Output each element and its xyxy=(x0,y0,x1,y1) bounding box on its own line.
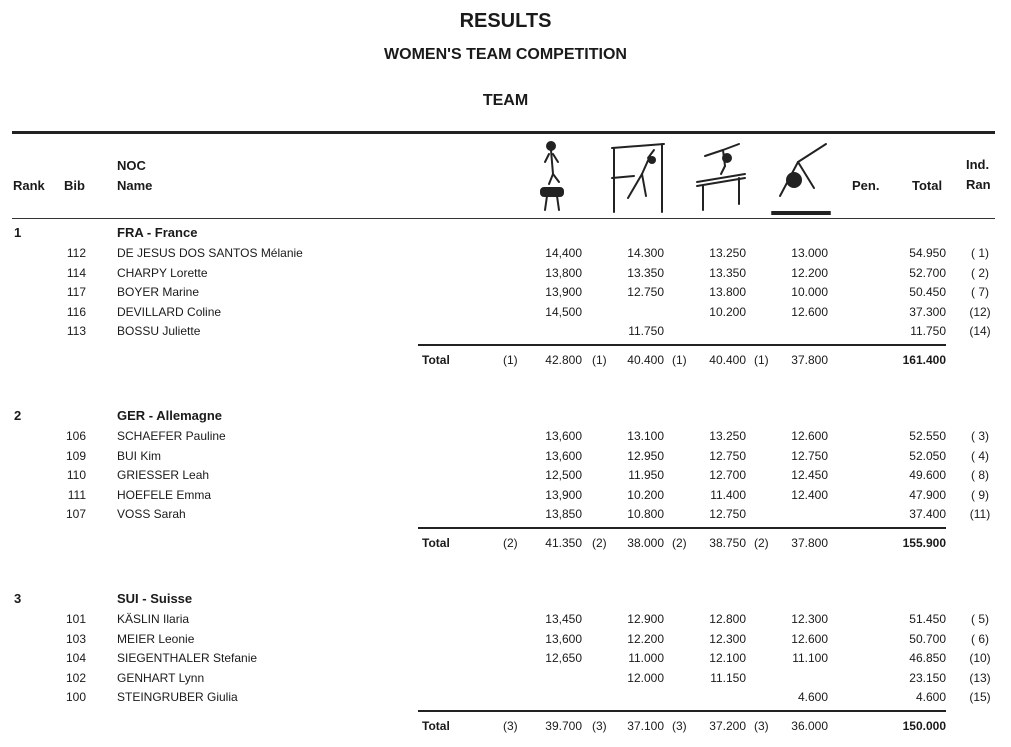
athlete-bib: 116 xyxy=(66,304,86,319)
team-total-balance-beam: 38.750 xyxy=(709,536,746,550)
athlete-total: 52.050 xyxy=(909,448,946,463)
score-floor: 12.300 xyxy=(791,612,828,626)
team-total-uneven-bars: 37.100 xyxy=(627,719,664,733)
score-uneven-bars: 13.100 xyxy=(627,429,664,443)
athlete-total: 4.600 xyxy=(915,690,946,704)
athlete-individual-rank: (15) xyxy=(969,690,991,704)
athlete-bib: 103 xyxy=(65,631,86,646)
col-header-total: Total xyxy=(912,178,943,193)
score-floor: 12.400 xyxy=(791,487,828,502)
athlete-bib: 100 xyxy=(65,690,86,704)
score-vault: 13,600 xyxy=(545,631,582,646)
athlete-individual-rank: ( 2) xyxy=(971,265,989,280)
rank-uneven-bars: (2) xyxy=(592,536,607,550)
team-grand-total: 150.000 xyxy=(902,719,946,733)
score-balance-beam: 13.800 xyxy=(709,285,746,299)
vault-icon xyxy=(535,140,571,214)
athlete-name: MEIER Leonie xyxy=(117,631,195,646)
athlete-total: 23.150 xyxy=(909,670,946,685)
athlete-bib: 107 xyxy=(65,507,86,521)
team-total-vault: 42.800 xyxy=(545,353,582,367)
team-total-balance-beam: 40.400 xyxy=(709,353,746,367)
athlete-name: DEVILLARD Coline xyxy=(117,304,222,319)
score-balance-beam: 13.250 xyxy=(709,246,746,260)
score-floor: 12.200 xyxy=(791,265,828,280)
col-header-noc: NOC xyxy=(117,158,146,173)
score-vault: 13,850 xyxy=(545,507,582,521)
athlete-bib: 112 xyxy=(66,246,86,260)
athlete-name: SCHAEFER Pauline xyxy=(117,429,226,443)
athlete-individual-rank: ( 4) xyxy=(971,448,989,463)
score-balance-beam: 10.200 xyxy=(709,304,746,319)
score-balance-beam: 13.350 xyxy=(709,265,746,280)
score-floor: 12.450 xyxy=(791,468,828,482)
header-bottom-rule xyxy=(12,218,995,219)
score-uneven-bars: 12.750 xyxy=(627,285,664,299)
athlete-individual-rank: (10) xyxy=(969,651,991,665)
team-total-label: Total xyxy=(422,536,450,550)
team-rank: 3 xyxy=(14,591,22,606)
page-subtitle: WOMEN'S TEAM COMPETITION xyxy=(384,46,627,63)
score-vault: 14,400 xyxy=(545,246,582,260)
col-header-ind: Ind. xyxy=(966,157,990,172)
rank-vault: (1) xyxy=(503,353,518,367)
athlete-individual-rank: ( 9) xyxy=(971,487,989,502)
athlete-total: 50.700 xyxy=(909,631,946,646)
score-balance-beam: 12.750 xyxy=(709,448,746,463)
athlete-bib: 109 xyxy=(65,448,86,463)
page-title: RESULTS xyxy=(459,10,552,32)
score-uneven-bars: 11.750 xyxy=(628,324,664,338)
athlete-bib: 117 xyxy=(66,285,86,299)
athlete-individual-rank: ( 1) xyxy=(971,246,989,260)
athlete-individual-rank: (13) xyxy=(969,670,991,685)
section-title: TEAM xyxy=(482,92,529,109)
team-total-label: Total xyxy=(422,719,450,733)
col-header-pen: Pen. xyxy=(852,178,880,193)
rank-vault: (2) xyxy=(503,536,518,550)
team-noc-name: FRA - France xyxy=(117,225,198,240)
score-uneven-bars: 11.950 xyxy=(628,468,664,482)
team-total-rule xyxy=(418,527,946,529)
athlete-bib: 102 xyxy=(65,670,86,685)
score-uneven-bars: 12.900 xyxy=(627,612,664,626)
score-balance-beam: 12.300 xyxy=(709,631,746,646)
team-noc-name: GER - Allemagne xyxy=(117,408,222,423)
athlete-name: BOYER Marine xyxy=(117,285,200,299)
score-uneven-bars: 11.000 xyxy=(628,651,664,665)
score-floor: 4.600 xyxy=(797,690,828,704)
score-balance-beam: 13.250 xyxy=(709,429,746,443)
rank-uneven-bars: (1) xyxy=(592,353,607,367)
col-header-bib: Bib xyxy=(64,178,85,193)
team-total-balance-beam: 37.200 xyxy=(709,719,746,733)
athlete-name: HOEFELE Emma xyxy=(117,487,212,502)
team-total-vault: 39.700 xyxy=(545,719,582,733)
athlete-total: 37.300 xyxy=(909,304,946,319)
score-floor: 11.100 xyxy=(792,651,828,665)
athlete-total: 52.550 xyxy=(909,429,946,443)
athlete-name: BOSSU Juliette xyxy=(117,324,201,338)
athlete-individual-rank: ( 6) xyxy=(971,631,989,646)
athlete-name: DE JESUS DOS SANTOS Mélanie xyxy=(117,246,303,260)
team-total-rule xyxy=(418,344,946,346)
athlete-individual-rank: ( 3) xyxy=(971,429,989,443)
athlete-bib: 114 xyxy=(66,265,86,280)
team-total-uneven-bars: 40.400 xyxy=(627,353,664,367)
score-balance-beam: 12.100 xyxy=(709,651,746,665)
team-grand-total: 155.900 xyxy=(902,536,946,550)
athlete-total: 11.750 xyxy=(910,324,946,338)
team-total-floor: 36.000 xyxy=(791,719,828,733)
athlete-name: GENHART Lynn xyxy=(117,670,205,685)
col-header-rank: Rank xyxy=(13,178,45,193)
score-floor: 12.750 xyxy=(791,448,828,463)
athlete-bib: 110 xyxy=(66,468,86,482)
athlete-total: 54.950 xyxy=(909,246,946,260)
athlete-individual-rank: (11) xyxy=(969,507,991,521)
athlete-bib: 104 xyxy=(65,651,86,665)
score-balance-beam: 12.800 xyxy=(709,612,746,626)
score-balance-beam: 11.400 xyxy=(710,487,746,502)
score-uneven-bars: 12.950 xyxy=(627,448,664,463)
rank-floor: (2) xyxy=(754,536,769,550)
team-noc-name: SUI - Suisse xyxy=(117,591,193,606)
score-vault: 14,500 xyxy=(545,304,582,319)
score-vault: 13,800 xyxy=(545,265,582,280)
score-uneven-bars: 14.300 xyxy=(627,246,664,260)
athlete-total: 51.450 xyxy=(909,612,946,626)
score-uneven-bars: 10.200 xyxy=(627,487,664,502)
score-uneven-bars: 12.000 xyxy=(627,670,664,685)
score-balance-beam: 11.150 xyxy=(710,670,746,685)
score-vault: 13,450 xyxy=(545,612,582,626)
team-rank: 2 xyxy=(14,408,22,423)
athlete-total: 49.600 xyxy=(909,468,946,482)
athlete-name: VOSS Sarah xyxy=(117,507,186,521)
score-floor: 13.000 xyxy=(791,246,828,260)
score-vault: 12,650 xyxy=(545,651,582,665)
rank-vault: (3) xyxy=(503,719,518,733)
rank-floor: (3) xyxy=(754,719,769,733)
athlete-total: 37.400 xyxy=(909,507,946,521)
score-floor: 12.600 xyxy=(791,631,828,646)
team-grand-total: 161.400 xyxy=(902,353,946,367)
team-total-rule xyxy=(418,710,946,712)
athlete-total: 47.900 xyxy=(909,487,946,502)
col-header-rank-ind: Ran xyxy=(966,177,991,192)
team-total-label: Total xyxy=(422,353,450,367)
athlete-name: STEINGRUBER Giulia xyxy=(117,690,238,704)
rank-uneven-bars: (3) xyxy=(592,719,607,733)
score-vault: 13,900 xyxy=(545,487,582,502)
team-total-floor: 37.800 xyxy=(791,536,828,550)
athlete-bib: 113 xyxy=(66,324,86,338)
score-uneven-bars: 13.350 xyxy=(627,265,664,280)
athlete-name: KÄSLIN Ilaria xyxy=(117,612,190,626)
athlete-bib: 101 xyxy=(65,612,86,626)
score-balance-beam: 12.700 xyxy=(709,468,746,482)
score-vault: 12,500 xyxy=(545,468,582,482)
athlete-individual-rank: (14) xyxy=(969,324,991,338)
team-rank: 1 xyxy=(14,225,22,240)
athlete-total: 46.850 xyxy=(909,651,946,665)
rank-balance-beam: (1) xyxy=(672,353,687,367)
athlete-name: SIEGENTHALER Stefanie xyxy=(117,651,258,665)
athlete-individual-rank: ( 5) xyxy=(971,612,989,626)
floor-exercise-icon xyxy=(770,140,832,216)
balance-beam-icon xyxy=(693,140,749,214)
rank-balance-beam: (3) xyxy=(672,719,687,733)
uneven-bars-icon xyxy=(608,140,668,216)
athlete-bib: 111 xyxy=(67,487,86,502)
athlete-individual-rank: ( 8) xyxy=(971,468,989,482)
score-uneven-bars: 12.200 xyxy=(627,631,664,646)
athlete-name: CHARPY Lorette xyxy=(117,265,208,280)
athlete-individual-rank: (12) xyxy=(969,304,991,319)
score-floor: 12.600 xyxy=(791,304,828,319)
athlete-name: GRIESSER Leah xyxy=(117,468,210,482)
score-floor: 10.000 xyxy=(791,285,828,299)
score-uneven-bars: 10.800 xyxy=(627,507,664,521)
rank-floor: (1) xyxy=(754,353,769,367)
score-vault: 13,600 xyxy=(545,429,582,443)
athlete-bib: 106 xyxy=(65,429,86,443)
team-total-uneven-bars: 38.000 xyxy=(627,536,664,550)
score-floor: 12.600 xyxy=(791,429,828,443)
score-vault: 13,900 xyxy=(545,285,582,299)
score-balance-beam: 12.750 xyxy=(709,507,746,521)
team-total-vault: 41.350 xyxy=(545,536,582,550)
athlete-individual-rank: ( 7) xyxy=(971,285,989,299)
header-top-rule xyxy=(12,131,995,134)
col-header-name: Name xyxy=(117,178,153,193)
rank-balance-beam: (2) xyxy=(672,536,687,550)
team-total-floor: 37.800 xyxy=(791,353,828,367)
athlete-total: 50.450 xyxy=(909,285,946,299)
athlete-total: 52.700 xyxy=(909,265,946,280)
score-vault: 13,600 xyxy=(545,448,582,463)
athlete-name: BUI Kim xyxy=(117,448,162,463)
